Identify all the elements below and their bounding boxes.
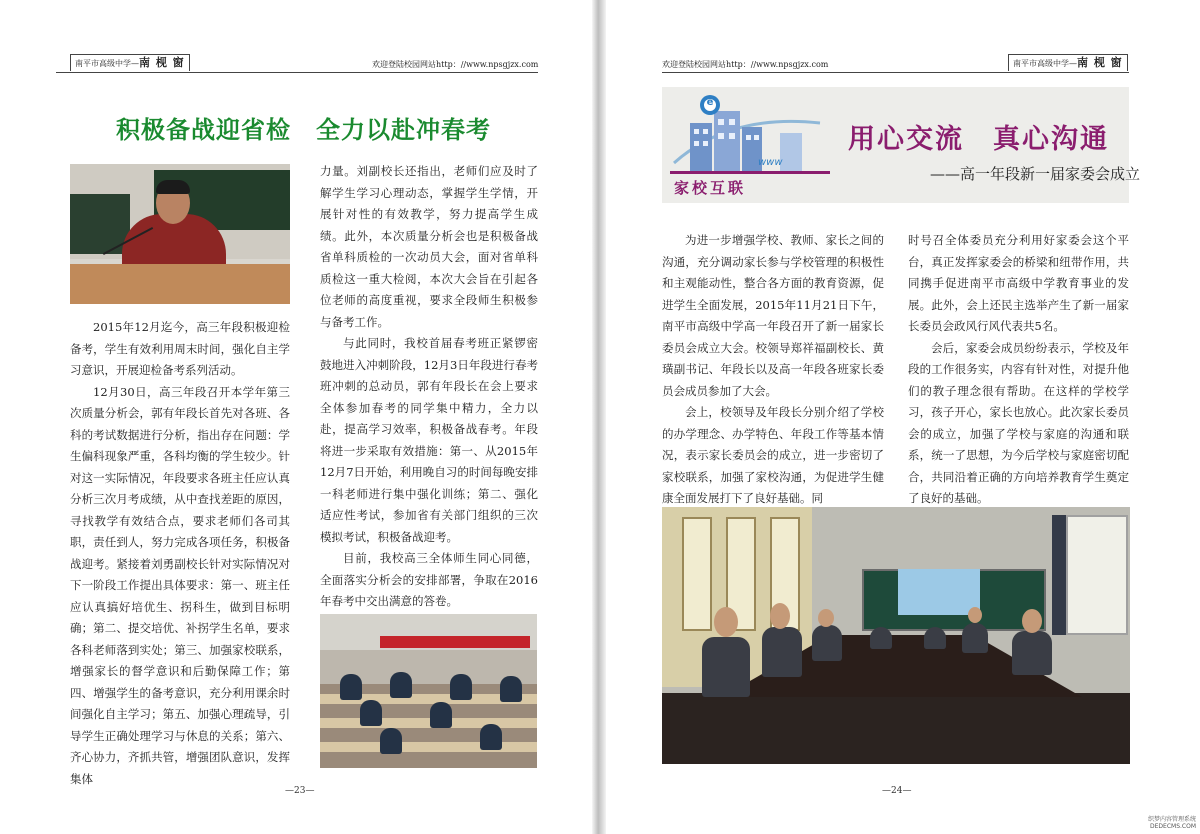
left-header-site: 欢迎登陆校园网站http：//www.npsgjzx.com [372,60,539,69]
right-page-number: —24— [882,786,912,796]
left-article-title: 积极备战迎省检 全力以赴冲春考 [116,116,491,144]
photo-parent-committee-meeting [662,507,1130,764]
school-building-graphic [670,93,830,181]
left-header-school: 南平市高级中学— [75,59,139,68]
right-article-title: 用心交流 真心沟通 [848,124,1109,155]
paragraph: 会上，校领导及年段长分别介绍了学校的办学理念、办学特色、年段工作等基本情况，表示家长委员会的成立，进一步密切了家校联系，加强了家校沟通，为促进学生健康全面发展打下了良好基础。同 [662,405,884,505]
paragraph: 与此同时，我校首届春考班正紧锣密鼓地进入冲刺阶段，12月3日年段进行春考班冲刺的总动员，郭有年段长在会上要求全体参加春考的同学集中精力，全力以赴，提高学习效率，积极备战春考。年段将进一步采取有效措施：第一、从2015年12月7日开始，利用晚自习的时间每晚安排一科老师进行集中强化训练；第二、强化适应性考试，参加省有关部门组织的三次模拟考试，积极备战迎考。 [320,336,538,544]
paragraph: 12月30日，高三年段召开本学年第三次质量分析会，郭有年段长首先对各班、各科的考试数据进行分析，指出存在问题：学生偏科现象严重，各科均衡的学生较少。针对这一实际情况，年段要求各班主任应认真分析三次月考成绩，从中查找差距的原因，寻找教学有效结合点，要求老师们各司其职，责任到人，努力完成各项任务，积极备战迎考。紧接着刘勇副校长针对实际情况对下一阶段工作提出具体要求：第一、班主任应认真搞好培优生、拐科生，做到目标明确；第二、提交培优、补拐学生名单，要求各科老师落到实处；第三、加强家校联系，增强家长的督学意识和后勤保障工作；第四、增强学生的备考意识，充分利用课余时间强化自主学习；第五、加强心理疏导，引导学生正确处理学习与休息的关系；第六、齐心协力，齐抓共管，增强团队意识，发挥集体 [70,384,290,786]
paragraph: 力量。刘副校长还指出，老师们应及时了解学生学习心理动态，掌握学生学情，开展针对性的有效教学，努力提高学生成绩。此外，本次质量分析会也是积极备战省单科质检的一次动员大会，面对省单科质检这一重大检阅，本次大会旨在引起各位老师的高度重视，要求全段师生积极参与备考工作。 [320,164,538,329]
right-article-subtitle: ——高一年段新一届家委会成立 [930,165,1141,183]
paragraph: 会后，家委会成员纷纷表示，学校及年段的工作很务实，内容有针对性，对提升他们的教子理念很有帮助。在这样的学校学习，孩子开心，家长也放心。此次家长委员会的成立，加强了学校与家庭的沟通和联系，统一了思想，为今后学校与家庭密切配合，共同沿着正确的方向培养教育学生奠定了良好的基础。 [908,340,1129,505]
left-column-2 [320,161,538,613]
paragraph: 时号召全体委员充分利用好家委会这个平台，真正发挥家委会的桥梁和纽带作用，共同携手促进南平市高级中学教育事业的发展。此外，会上还民主选举产生了新一届家长委员会政风行风代表共5名。 [908,233,1129,333]
paragraph: 目前，我校高三全体师生同心同德，全面落实分析会的安排部署，争取在2016年春考中交出满意的答卷。 [320,551,538,608]
www-icon: www [758,157,783,168]
article-banner [662,87,1141,203]
left-column-1 [70,317,290,790]
right-column-1 [662,230,884,510]
right-header-site: 欢迎登陆校园网站http：//www.npsgjzx.com [662,60,829,69]
page-gutter [592,0,606,834]
left-header-logo: 南 枧 窗 [139,56,185,69]
photo-exam-hall [320,614,537,768]
right-column-2 [908,230,1129,510]
watermark: 织梦内容管理系统 DEDECMS.COM [1147,816,1196,830]
left-header-rule [56,72,538,73]
photo-teacher-speaking [70,164,290,304]
paragraph: 为进一步增强学校、教师、家长之间的沟通，充分调动家长参与学校管理的积极性和主观能动性，整合各方面的教育资源，促进学生全面发展，2015年11月21日下午，南平市高级中学高一年段召开了新一届家长委员会成立大会。校领导郑祥福副校长、黄璜副书记、年段长以及高一年段各班家长委员会成员参加了大会。 [662,233,884,398]
column-tag: 家校互联 [674,179,747,197]
right-page [606,0,1200,834]
right-header-school: 南平市高级中学— [1013,59,1077,68]
left-header-school-box [70,54,190,71]
right-header-logo: 南 枧 窗 [1077,56,1123,69]
left-page-number: —23— [285,786,315,796]
e-icon: e [706,97,714,108]
left-page [0,0,592,834]
paragraph: 2015年12月迄今，高三年段积极迎检备考，学生有效利用周末时间，强化自主学习意识，开展迎检备考系列活动。 [70,320,290,377]
right-header-rule [662,72,1129,73]
right-header-school-box [1008,54,1128,71]
